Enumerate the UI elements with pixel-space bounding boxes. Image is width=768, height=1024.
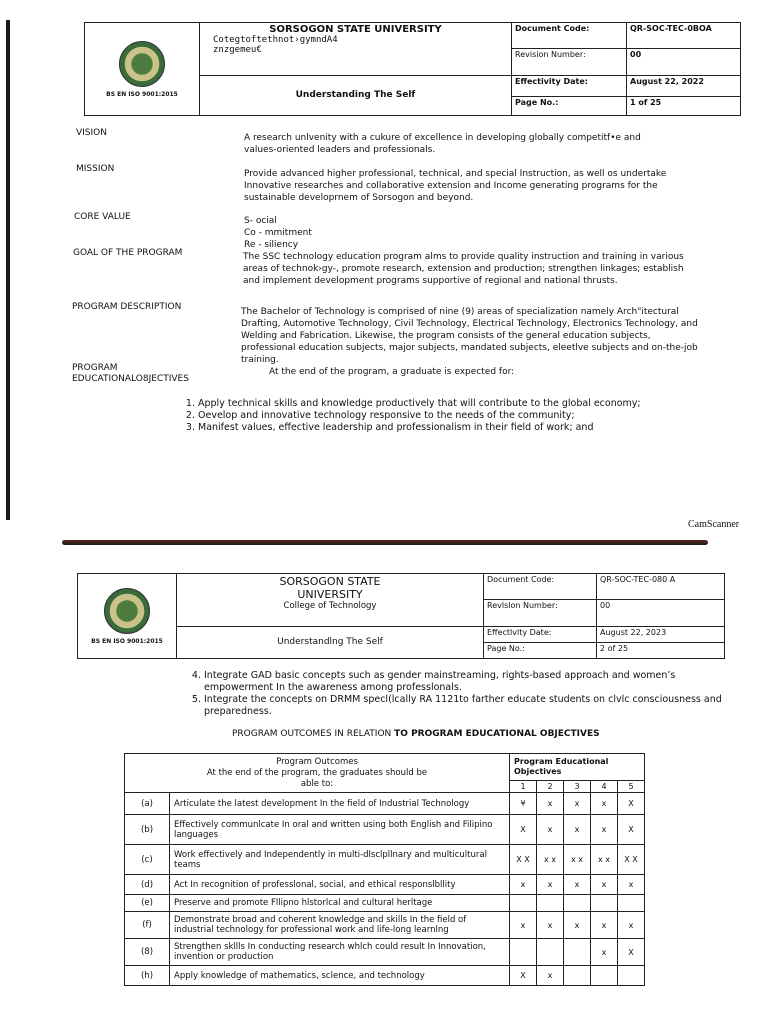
outcome-key: (8) <box>125 939 170 966</box>
college-name: Cotegtoftethnot›gymndA4 <box>213 35 338 45</box>
effectivity-label: Effectivity Date: <box>512 75 627 97</box>
peo-mark: X <box>510 966 537 986</box>
table-title-part: PROGRAM OUTCOMES IN RELATION <box>232 729 395 739</box>
page-no-label-2: Page No.: <box>484 642 597 658</box>
course-title: Understanding The Self <box>200 75 512 115</box>
outcome-text: Apply knowledge of mathematics, sclence, and technology <box>170 966 510 986</box>
outcome-text: Articulate the latest development In the field of Industrial Technology <box>170 793 510 815</box>
peo-mark <box>564 895 591 912</box>
peo-mark <box>537 895 564 912</box>
outcome-text: Strengthen skllls In conducting research whlch could result In Innovation, invention or production <box>170 939 510 966</box>
peo-mark: x <box>510 912 537 939</box>
page2-header <box>77 573 725 659</box>
objective-item: 2. Oevelop and innovative technology responsive to the needs of the community; <box>198 410 722 422</box>
peo-mark: x <box>564 793 591 815</box>
core-value-3: Re - siliency <box>244 240 299 250</box>
table-row <box>125 912 645 939</box>
outcomes-head-1: Program Outcomes <box>276 756 358 767</box>
revision-label-2: Revlslon Number: <box>484 600 597 626</box>
page-no-label: Page No.: <box>512 97 627 116</box>
core-value-label: CORE VALUE <box>74 212 131 222</box>
peo-mark: x x <box>537 845 564 875</box>
peo-mark <box>564 939 591 966</box>
peo-mark: x <box>537 793 564 815</box>
page-edge <box>6 20 10 520</box>
peo-mark: x <box>591 815 618 845</box>
peo-mark <box>591 895 618 912</box>
peo-mark <box>618 895 645 912</box>
university-seal-icon <box>104 588 150 634</box>
peo-mark: ¥ <box>510 793 537 815</box>
peo-mark: x <box>618 875 645 895</box>
outcomes-head-2: At the end of the program, the graduates should be <box>206 767 428 778</box>
vision-label: VISION <box>76 128 107 138</box>
peo-mark: x <box>537 875 564 895</box>
outcome-text: Demonstrate broad and coherent knowledge and skills In the field of industrial technology for professional work and life-long learnlng <box>170 912 510 939</box>
peo-col: 1 <box>510 781 537 793</box>
outcome-key: (a) <box>125 793 170 815</box>
objectives-list <box>182 398 722 434</box>
logo-cell-2 <box>78 574 177 659</box>
revision-value-2: 00 <box>597 600 725 626</box>
description-text: The Bachelor of Technology is comprised of nine (9) areas of specialization namely Arch"itectural Drafting, Automotive Technology, Civil Technology, Electrical Technology, Electronics Technology, and Welding and Fabrication. Likewise, the program consists of the general education subjects, professional education subjects, major subjects, mandated subjects, eleetlve subjects and on-the-job training. <box>241 307 698 365</box>
peo-mark: X <box>618 939 645 966</box>
university-seal-icon <box>119 41 165 87</box>
effectivity-value: August 22, 2022 <box>627 75 741 97</box>
table-title <box>232 729 600 739</box>
objective-item: 3. Manifest values, effective leadership and professionalism in their field of work; and <box>198 422 722 434</box>
peo-mark: X X <box>510 845 537 875</box>
peo-mark: X <box>618 793 645 815</box>
core-value-1: S- ocial <box>244 216 277 226</box>
table-row <box>125 875 645 895</box>
outcome-key: (f) <box>125 912 170 939</box>
peo-col: 4 <box>591 781 618 793</box>
peo-mark: x <box>591 793 618 815</box>
page-no-value-2: 2 of 25 <box>597 642 725 658</box>
outcome-key: (c) <box>125 845 170 875</box>
page-divider <box>62 540 708 545</box>
peo-label-1: PROGRAM <box>72 363 118 373</box>
outcome-key: (b) <box>125 815 170 845</box>
table-row <box>125 815 645 845</box>
peo-mark: x <box>537 815 564 845</box>
outcome-text: Work effectively and Independently in multi-dlsclpllnary and multicultural teams <box>170 845 510 875</box>
university-cell-2 <box>177 574 484 627</box>
peo-mark: x <box>537 912 564 939</box>
peo-mark <box>510 939 537 966</box>
peo-mark <box>618 966 645 986</box>
peo-mark: x <box>510 875 537 895</box>
college-name-2: College of Technology <box>283 601 377 611</box>
table-row <box>125 845 645 875</box>
effectivity-value-2: August 22, 2023 <box>597 626 725 642</box>
university-name-2: SORSOGON STATE UNIVERSITY <box>279 575 381 601</box>
vision-text: A research unlvenity with a cukure of excellence in developing globally competitf•e and values-oriented leaders and professionals. <box>244 133 641 155</box>
peo-mark <box>564 966 591 986</box>
doc-code-label: Document Code: <box>512 23 627 49</box>
outcomes-header <box>125 754 510 793</box>
outcome-text: Preserve and promote Fllipno hlstorlcal and cultural herltage <box>170 895 510 912</box>
revision-label: Revision Number: <box>512 49 627 75</box>
peo-mark: x <box>591 939 618 966</box>
description-label: PROGRAM DESCRIPTION <box>72 302 182 312</box>
outcomes-head-3: able to: <box>300 778 334 789</box>
university-cell <box>200 23 512 76</box>
peo-mark: x <box>591 875 618 895</box>
peo-mark: x x <box>564 845 591 875</box>
peo-mark: x <box>564 875 591 895</box>
course-title-2: Understandlng The Self <box>177 626 484 658</box>
peo-mark: x <box>537 966 564 986</box>
objective-item: 5. Integrate the concepts on DRMM specl(lcally RA 1121to farther educate students on clvlc consciousness and preparedness. <box>204 694 728 718</box>
peo-mark: x <box>564 815 591 845</box>
table-row <box>125 939 645 966</box>
goal-text: The SSC technology education program alms to provide quality instruction and training in various areas of technok›gy-, promote research, extension and production; strengthen linkages; establish and implement development programs supportive of regional and national thrusts. <box>243 252 684 286</box>
peo-col: 5 <box>618 781 645 793</box>
iso-label-2: BS EN ISO 9001:2015 <box>91 637 163 645</box>
mission-text: Provide advanced higher professional, technical, and special Instruction, as well os undertake Innovative researches and collaborative extension and Income generating programs for the sustainable developrnem of Sorsogon and beyond. <box>244 169 667 203</box>
outcome-text: Effectively communlcate In oral and written using both English and Filipino languages <box>170 815 510 845</box>
doc-code-value: QR-SOC-TEC-0BOA <box>627 23 741 49</box>
table-row <box>125 895 645 912</box>
peo-mark: x <box>591 912 618 939</box>
page-no-value: 1 of 25 <box>627 97 741 116</box>
logo-cell <box>85 23 200 116</box>
page1-header <box>84 22 741 116</box>
outcome-key: (e) <box>125 895 170 912</box>
peo-mark: X X <box>618 845 645 875</box>
camscanner-watermark: CamScanner <box>688 519 740 530</box>
doc-code-value-2: QR-SOC-TEC-080 A <box>597 574 725 600</box>
peo-col: 3 <box>564 781 591 793</box>
effectivity-label-2: Effectlvlty Date: <box>484 626 597 642</box>
objectives-continued <box>188 670 728 718</box>
core-value-2: Co - mmitment <box>244 228 312 238</box>
revision-value: 00 <box>627 49 741 75</box>
peo-header: Program Educational Objectives <box>510 754 645 781</box>
peo-mark: x <box>618 912 645 939</box>
college-name-2: znzgemeu€ <box>213 45 262 55</box>
table-title-bold: TO PROGRAM EDUCATIONAL OBJECTIVES <box>394 729 600 739</box>
peo-mark <box>591 966 618 986</box>
objective-item: 4. Integrate GAD basic concepts such as gender mainstreaming, rights-based approach and women’s empowerment In the awareness among professlonals. <box>204 670 728 694</box>
peo-mark: X <box>510 815 537 845</box>
peo-mark <box>537 939 564 966</box>
outcomes-table <box>124 753 645 986</box>
peo-col: 2 <box>537 781 564 793</box>
goal-label: GOAL OF THE PROGRAM <box>73 248 183 258</box>
iso-label: BS EN ISO 9001:2015 <box>106 90 178 98</box>
outcome-text: Act In recognition of professlonal, social, and ethical responslbllity <box>170 875 510 895</box>
peo-mark: x x <box>591 845 618 875</box>
university-name: SORSOGON STATE UNIVERSITY <box>269 24 442 35</box>
doc-code-label-2: Document Code: <box>484 574 597 600</box>
peo-intro: At the end of the program, a graduate is expected for: <box>269 367 515 377</box>
objective-item: 1. Apply technical skills and knowledge productively that will contribute to the global economy; <box>198 398 722 410</box>
peo-mark: x <box>564 912 591 939</box>
table-row <box>125 966 645 986</box>
peo-label-2: EDUCATIONALO8JECTIVES <box>72 374 189 384</box>
outcome-key: (d) <box>125 875 170 895</box>
mission-label: MISSION <box>76 164 115 174</box>
peo-mark: X <box>618 815 645 845</box>
peo-mark <box>510 895 537 912</box>
outcome-key: (h) <box>125 966 170 986</box>
table-row <box>125 793 645 815</box>
